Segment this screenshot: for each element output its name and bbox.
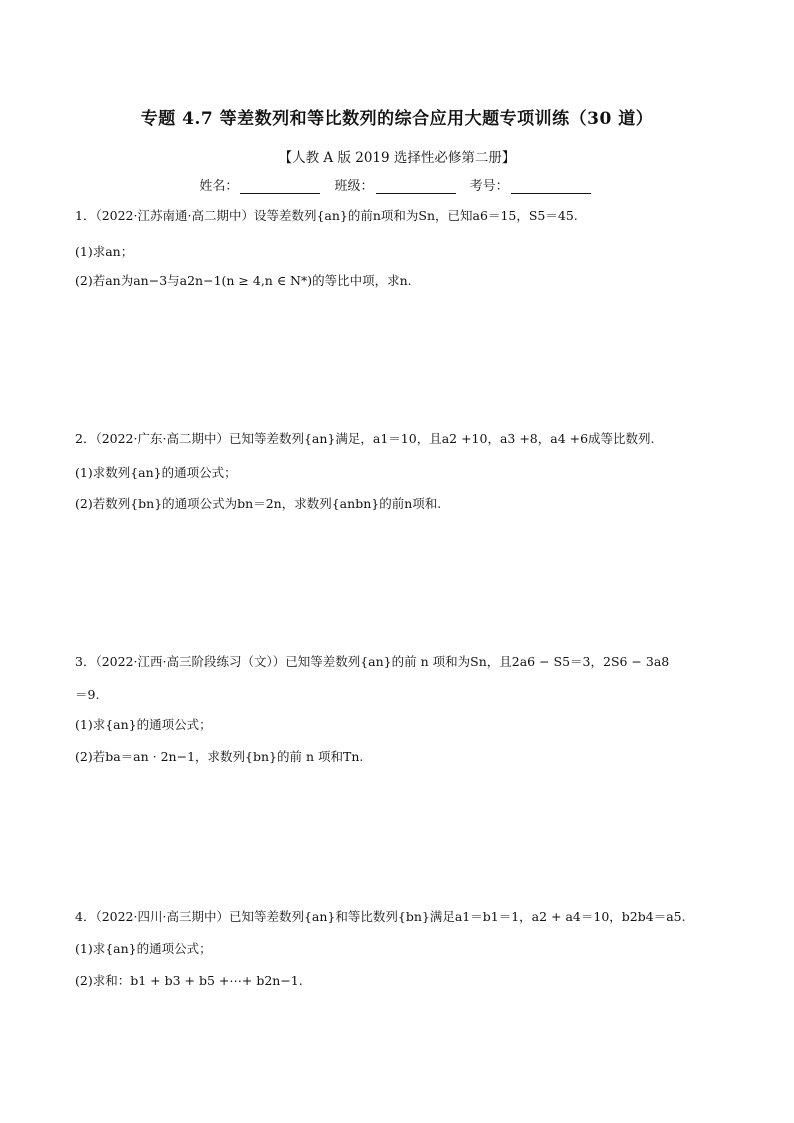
problem-4-source: （2022·四川·高三期中） bbox=[95, 909, 229, 924]
name-blank[interactable] bbox=[240, 179, 320, 194]
problem-2-part-1: (1)求数列{an}的通项公式； bbox=[75, 465, 237, 480]
exam-number-blank[interactable] bbox=[511, 179, 591, 194]
problem-4-part-2-label: (2) bbox=[75, 973, 93, 988]
problem-1-part-2 bbox=[75, 272, 412, 290]
problem-4-part-2-text: 求和：b1 + b3 + b5 +⋯+ b2n−1. bbox=[92, 973, 303, 988]
problem-2-part-2-label: (2) bbox=[75, 496, 93, 511]
problem-3-part-2-text: 若ba＝an · 2n−1，求数列{bn}的前 n 项和Tn. bbox=[92, 749, 364, 764]
problem-1-text: 设等差数列{an}的前n项和为Sn，已知a6＝15，S5＝45. bbox=[253, 208, 578, 223]
problem-3-number: 3． bbox=[75, 654, 96, 669]
problem-1-part-2-text: 若an为an−3与a2n−1(n ≥ 4,n ∈ N*)的等比中项，求n. bbox=[92, 273, 412, 288]
name-label: 姓名： bbox=[199, 179, 239, 194]
problem-4-part-1: (1)求{an}的通项公式； bbox=[75, 941, 212, 956]
document-title: 专题 4.7 等差数列和等比数列的综合应用大题专项训练（30 道） bbox=[140, 109, 654, 129]
problem-3-part-2-label: (2) bbox=[75, 749, 93, 764]
problem-2-stem bbox=[75, 430, 655, 448]
class-blank[interactable] bbox=[376, 179, 456, 194]
problem-2-part-2-text: 若数列{bn}的通项公式为bn＝2n，求数列{anbn}的前n项和. bbox=[92, 496, 442, 511]
document-subtitle: 【人教 A 版 2019 选择性必修第二册】 bbox=[278, 150, 516, 166]
problem-1-part-1: (1)求an； bbox=[75, 244, 134, 259]
problem-1-source: （2022·江苏南通·高二期中） bbox=[95, 208, 254, 223]
problem-1-stem bbox=[75, 207, 578, 225]
student-info-row bbox=[0, 175, 794, 194]
problem-4-number: 4． bbox=[75, 909, 96, 924]
problem-2-part-2 bbox=[75, 495, 441, 513]
class-label: 班级： bbox=[334, 179, 374, 194]
problem-3-stem bbox=[75, 653, 669, 671]
problem-3-source: （2022·江西·高三阶段练习（文）） bbox=[95, 654, 286, 669]
problem-4-part-2 bbox=[75, 972, 303, 990]
problem-3-text: 已知等差数列{an}的前 n 项和为Sn，且2a6 − S5＝3，2S6 − 3a8 bbox=[285, 654, 670, 669]
problem-1-part-2-label: (2) bbox=[75, 273, 93, 288]
problem-3-stem-continued: ＝9. bbox=[75, 687, 100, 702]
problem-2-source: （2022·广东·高二期中） bbox=[95, 431, 229, 446]
problem-2-number: 2． bbox=[75, 431, 96, 446]
problem-3-part-1: (1)求{an}的通项公式； bbox=[75, 717, 212, 732]
problem-1-number: 1． bbox=[75, 208, 96, 223]
problem-3-part-2 bbox=[75, 748, 363, 766]
exam-number-label: 考号： bbox=[469, 179, 509, 194]
problem-2-text: 已知等差数列{an}满足，a1＝10，且a2 +10，a3 +8，a4 +6成等比数列. bbox=[228, 431, 655, 446]
problem-4-text: 已知等差数列{an}和等比数列{bn}满足a1＝b1＝1，a2 + a4＝10，b2b4＝a5. bbox=[228, 909, 686, 924]
problem-4-stem bbox=[75, 908, 686, 926]
